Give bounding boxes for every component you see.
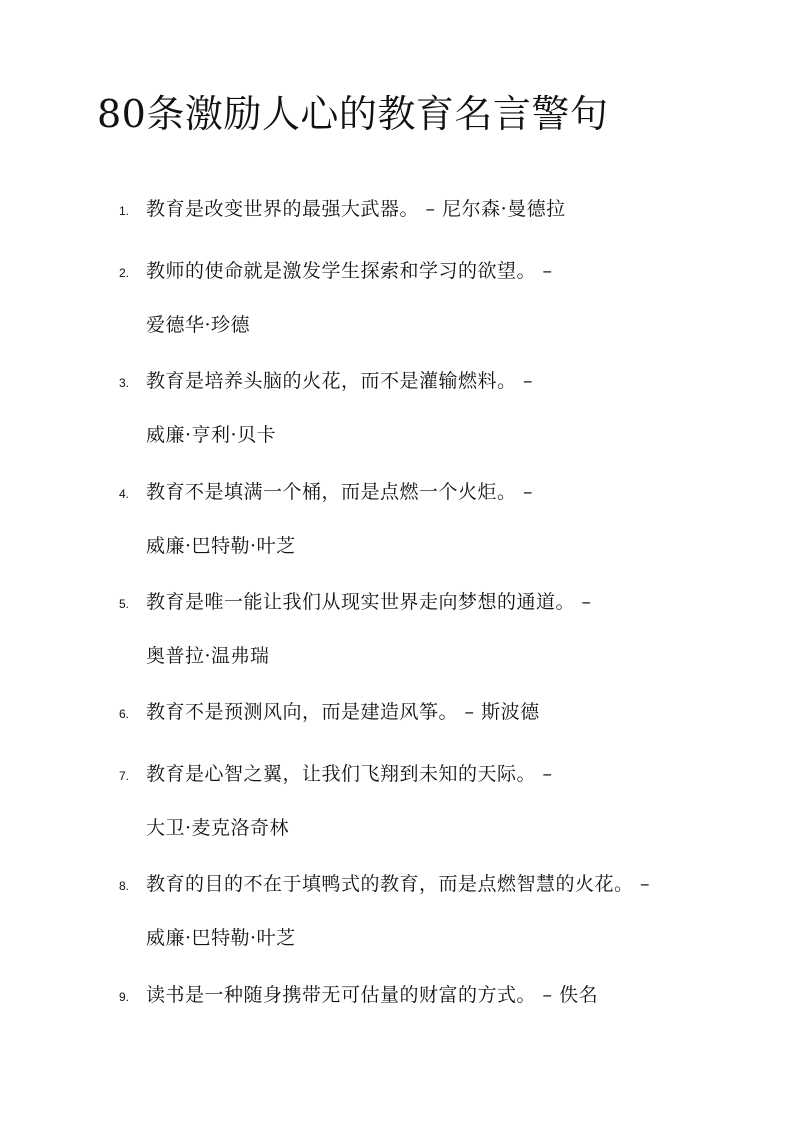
quote-text: 教育是培养头脑的火花，而不是灌输燃料。 – <box>146 370 534 392</box>
quote-text: 教育不是预测风向，而是建造风筝。 – 斯波德 <box>146 701 540 723</box>
item-number: 7. <box>119 769 130 783</box>
item-number: 2. <box>119 266 130 280</box>
quote-text: 读书是一种随身携带无可估量的财富的方式。 – 佚名 <box>146 984 599 1006</box>
quote-text: 教育不是填满一个桶，而是点燃一个火炬。 – <box>146 481 534 503</box>
page-title: 80条激励人心的教育名言警句 <box>97 92 609 136</box>
quote-author: 威廉·亨利·贝卡 <box>146 424 277 446</box>
quote-text: 教育是改变世界的最强大武器。 – 尼尔森·曼德拉 <box>146 198 566 220</box>
quote-author: 奥普拉·温弗瑞 <box>146 645 270 667</box>
quote-author: 威廉·巴特勒·叶芝 <box>146 535 296 557</box>
quote-text: 教师的使命就是激发学生探索和学习的欲望。 – <box>146 260 553 282</box>
quote-author: 爱德华·珍德 <box>146 314 251 336</box>
item-number: 4. <box>119 487 130 501</box>
quote-text: 教育的目的不在于填鸭式的教育，而是点燃智慧的火花。 – <box>146 873 651 895</box>
item-number: 8. <box>119 879 130 893</box>
item-number: 6. <box>119 707 130 721</box>
item-number: 1. <box>119 204 130 218</box>
quote-author: 大卫·麦克洛奇林 <box>146 817 290 839</box>
item-number: 3. <box>119 376 130 390</box>
quote-author: 威廉·巴特勒·叶芝 <box>146 927 296 949</box>
item-number: 9. <box>119 990 130 1004</box>
item-number: 5. <box>119 597 130 611</box>
quote-text: 教育是唯一能让我们从现实世界走向梦想的通道。 – <box>146 591 592 613</box>
quote-text: 教育是心智之翼，让我们飞翔到未知的天际。 – <box>146 763 553 785</box>
